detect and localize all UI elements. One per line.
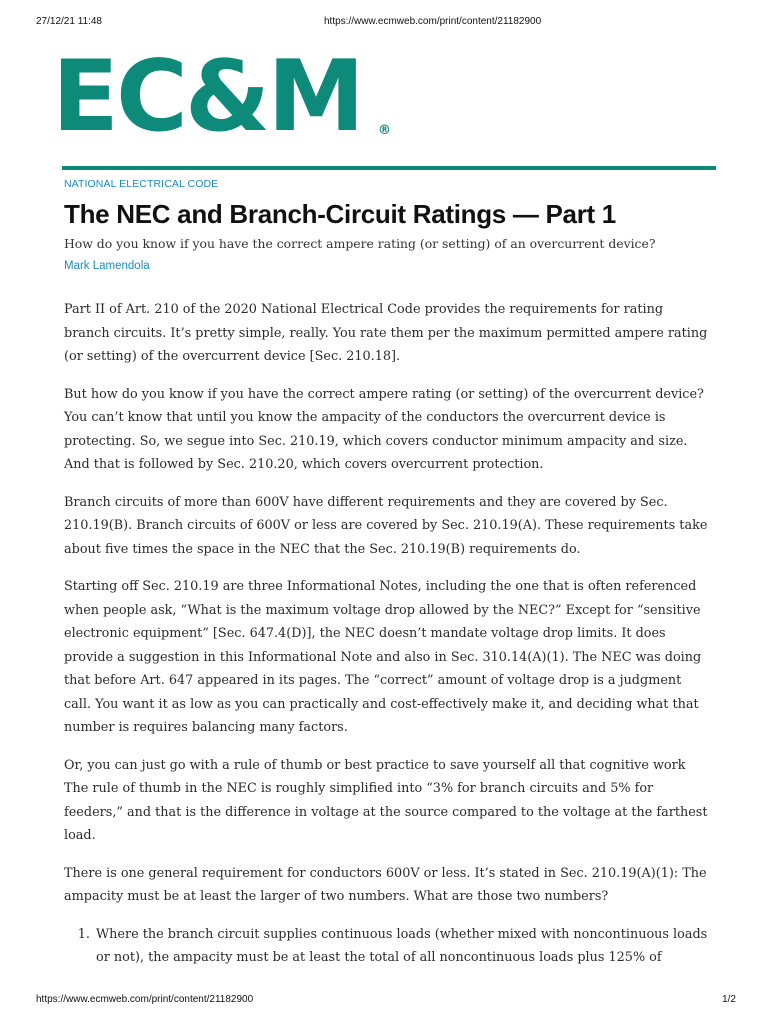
print-header [0,16,768,30]
article-paragraph: Part II of Art. 210 of the 2020 National Electrical Code provides the requirements for rating branch circuits. It’s pretty simple, really. You rate them per the maximum permitted ampere rating (or setting) of the overcurrent device [Sec. 210.18]. [64,302,708,364]
page-number: 1/2 [722,994,736,1005]
article-category[interactable]: NATIONAL ELECTRICAL CODE [64,178,219,190]
requirements-list [64,923,712,970]
article-author[interactable]: Mark Lamendola [64,260,150,272]
print-url[interactable]: https://www.ecmweb.com/print/content/21182900 [324,16,542,27]
article-subtitle: How do you know if you have the correct ampere rating (or setting) of an overcurrent device? [64,236,656,251]
ecm-logo[interactable] [52,42,412,152]
article-paragraph: But how do you know if you have the correct ampere rating (or setting) of the overcurrent device? You can’t know that until you know the ampacity of the conductors the overcurrent device is protecting. So, we segue into Sec. 210.19, which covers conductor minimum ampacity and size. And that is followed by Sec. 210.20, which covers overcurrent protection. [64,386,704,472]
article-paragraph: Branch circuits of more than 600V have different requirements and they are covered by Sec. 210.19(B). Branch circuits of 600V or less are covered by Sec. 210.19(A). These requirements take about five times the space in the NEC that the Sec. 210.19(B) requirements do. [64,494,708,557]
article-paragraph: Or, you can just go with a rule of thumb or best practice to save yourself all that cognitive work The rule of thumb in the NEC is roughly simplified into “3% for branch circuits and 5% for feeders,” and that is the difference in voltage at the source compared to the voltage at the farthest load. [64,757,708,843]
article-title: The NEC and Branch-Circuit Ratings — Part 1 [64,199,616,229]
list-item: 1. Where the branch circuit supplies continuous loads (whether mixed with noncontinuous loads or not), the ampacity must be at least the total of all noncontinuous loads plus 125% of [94,923,712,970]
article-body [64,298,712,970]
print-datetime: 27/12/21 11:48 [36,16,102,27]
print-footer [0,994,768,1008]
header-divider [62,166,716,170]
logo-text: EC&M [52,40,362,154]
article-paragraph: Starting off Sec. 210.19 are three Informational Notes, including the one that is often referenced when people ask, “What is the maximum voltage drop allowed by the NEC?” Except for “sensitive electronic equipment” [Sec. 647.4(D)], the NEC doesn’t mandate voltage drop limits. It does provide a suggestion in this Informational Note and also in Sec. 310.14(A)(1). The NEC was doing that before Art. 647 appeared in its pages. The “correct” amount of voltage drop is a judgment call. You want it as low as you can practically and cost-effectively make it, and deciding what that number is requires balancing many factors. [64,579,702,735]
footer-url[interactable]: https://www.ecmweb.com/print/content/21182900 [36,994,254,1005]
registered-mark: ® [378,123,391,138]
article-paragraph: There is one general requirement for conductors 600V or less. It’s stated in Sec. 210.19(A)(1): The ampacity must be at least the larger of two numbers. What are those two numbers? [64,865,707,904]
